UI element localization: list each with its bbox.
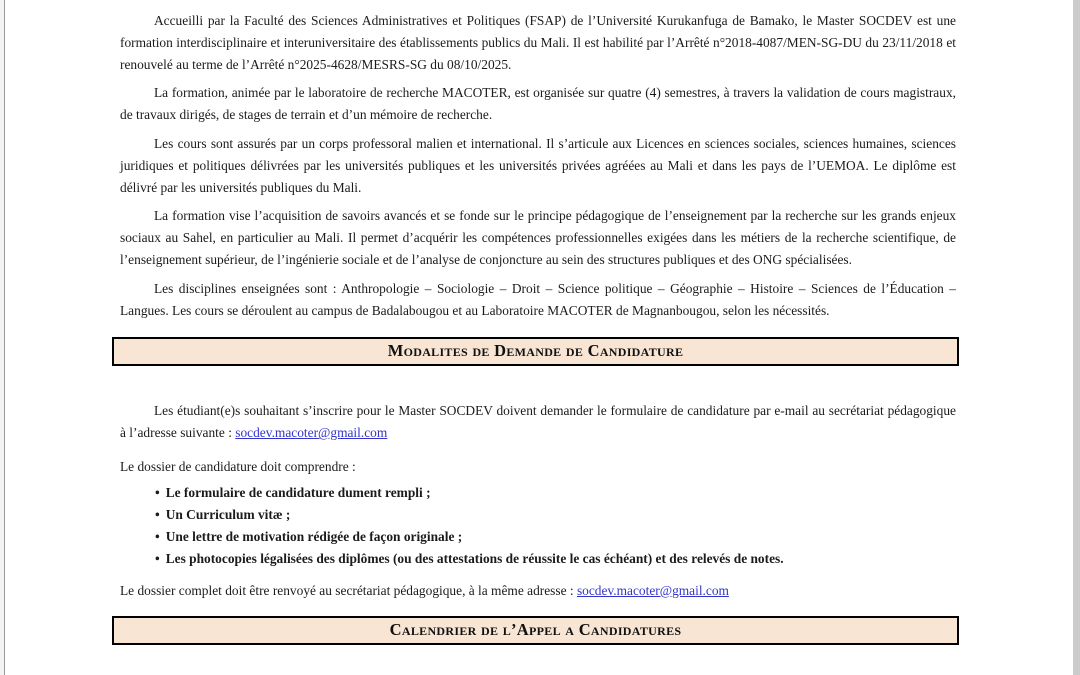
bullet-icon: • bbox=[155, 550, 160, 566]
list-item-lettre-motivation bbox=[155, 526, 956, 548]
closing-text: Le dossier complet doit être renvoyé au secrétariat pédagogique, à la même adresse : bbox=[120, 582, 577, 598]
bullet-icon: • bbox=[155, 528, 160, 544]
dossier-checklist bbox=[120, 482, 956, 570]
email-link[interactable]: socdev.macoter@gmail.com bbox=[235, 425, 388, 441]
paragraph-disciplines: Les disciplines enseignées sont : Anthropologie – Sociologie – Droit – Science politique – Géographie – Histoire – Sciences de l’Éducation – Langues. Les cours se déroulent au campus de Badalabougou et au Laboratoire MACOTER de Magnanbougou, selon les nécessités. bbox=[120, 280, 956, 318]
paragraph-corps-professoral: Les cours sont assurés par un corps professoral malien et international. Il s’articule aux Licences en sciences sociales, sciences humaines, sciences juridiques et politiques délivrées par les universités publiques et les universités privées agréées au Mali et dans les pays de l’UEMOA. Le diplôme est délivré par les universités publiques du Mali. bbox=[120, 135, 956, 195]
demande-text: Les étudiant(e)s souhaitant s’inscrire pour le Master SOCDEV doivent demander le formulaire de candidature par e-mail au secrétariat pédagogique à l’adresse suivante : bbox=[120, 403, 956, 441]
list-item-formulaire bbox=[155, 482, 956, 504]
list-item-photocopies bbox=[155, 548, 956, 570]
list-item-label: Le formulaire de candidature dument rempli ; bbox=[165, 484, 431, 500]
list-item-label: Une lettre de motivation rédigée de façon originale ; bbox=[165, 528, 463, 544]
dossier-return-note bbox=[120, 580, 956, 602]
email-link[interactable]: socdev.macoter@gmail.com bbox=[576, 582, 729, 598]
dossier-intro: Le dossier de candidature doit comprendre : bbox=[120, 458, 356, 474]
section-header-calendrier bbox=[112, 616, 959, 645]
section-title: Calendrier de l’Appel a Candidatures bbox=[389, 619, 682, 639]
section-title: Modalites de Demande de Candidature bbox=[387, 341, 684, 361]
bullet-icon: • bbox=[155, 484, 160, 500]
list-item-cv bbox=[155, 504, 956, 526]
list-item-label: Les photocopies légalisées des diplômes (ou des attestations de réussite le cas échéant) et des relevés de notes. bbox=[165, 550, 784, 566]
document-page bbox=[5, 0, 1073, 675]
list-item-label: Un Curriculum vitæ ; bbox=[165, 506, 291, 522]
paragraph-formation-macoter: La formation, animée par le laboratoire de recherche MACOTER, est organisée sur quatre (4) semestres, à travers la validation de cours magistraux, de travaux dirigés, de stages de terrain et d’un mémoire de recherche. bbox=[120, 85, 956, 123]
paragraph-demande-formulaire bbox=[120, 400, 956, 444]
paragraph-presentation-fsap: Accueilli par la Faculté des Sciences Administratives et Politiques (FSAP) de l’Université Kurukanfuga de Bamako, le Master SOCDEV est une formation interdisciplinaire et interuniversitaire des établissements publics du Mali. Il est habilité par l’Arrêté n°2018-4087/MEN-SG-DU du 23/11/2018 et renouvelé au terme de l’Arrêté n°2025-4628/MESRS-SG du 08/10/2025. bbox=[120, 13, 956, 72]
section-header-modalites bbox=[112, 337, 959, 366]
bullet-icon: • bbox=[155, 506, 160, 522]
paragraph-objectifs-formation: La formation vise l’acquisition de savoirs avancés et se fonde sur le principe pédagogique de l’enseignement par la recherche sur les grands enjeux sociaux au Sahel, en particulier au Mali. Il permet d’acquérir les compétences professionnelles exigées dans les métiers de la recherche scientifique, de l’enseignement supérieur, de l’ingénierie sociale et de l’analyse de conjoncture au sein des structures publiques et des ONG spécialisées. bbox=[120, 208, 956, 267]
scrollbar-track[interactable] bbox=[1073, 0, 1080, 675]
